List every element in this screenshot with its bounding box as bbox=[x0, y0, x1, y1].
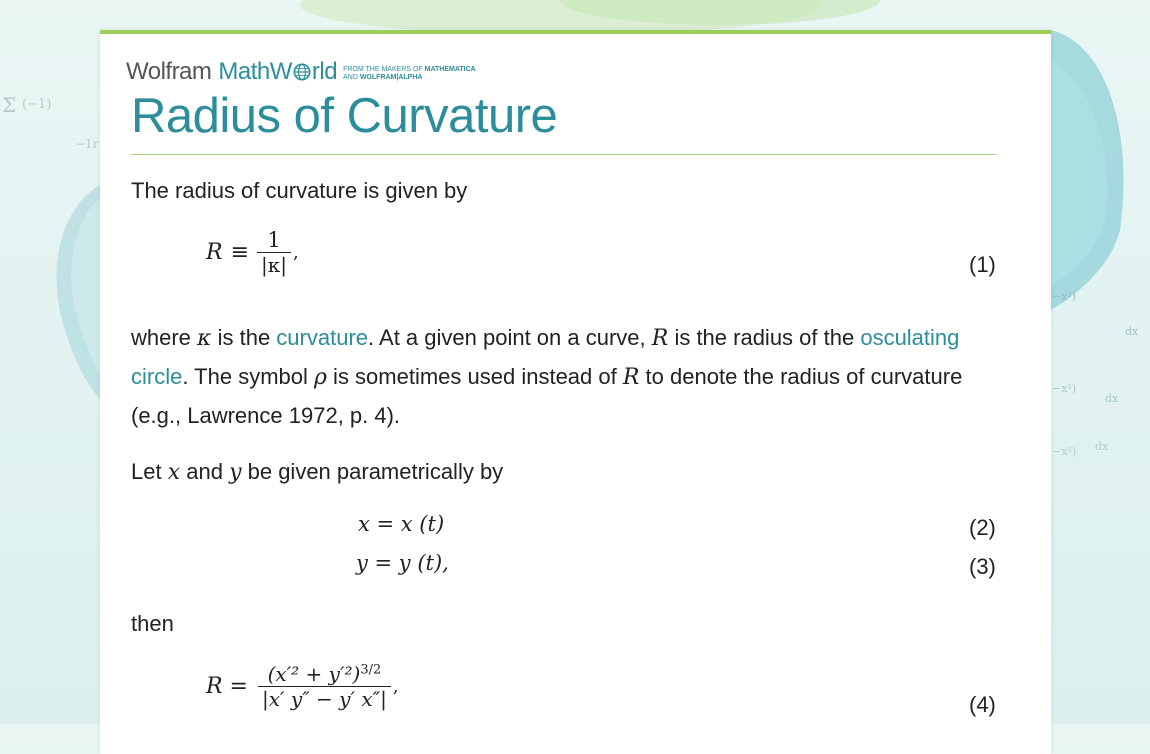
equation-1 bbox=[206, 228, 299, 277]
eq1-trailing-comma: , bbox=[293, 242, 299, 263]
svg-text:−1r: −1r bbox=[75, 137, 99, 151]
svg-text:−x²): −x²) bbox=[1052, 290, 1077, 303]
logo-tagline bbox=[343, 66, 476, 82]
equation-3: y = y (t), bbox=[356, 551, 449, 575]
eq4-exponent: 3/2 bbox=[360, 662, 382, 678]
equation-3-number: (3) bbox=[969, 554, 996, 579]
para2-text-3: . At a given point on a curve, bbox=[368, 325, 652, 350]
logo-mathworld-prefix: MathW bbox=[218, 58, 292, 85]
eq4-denominator: |x′ y″ − y′ x″| bbox=[262, 687, 387, 711]
tagline-line1-a: FROM THE MAKERS OF bbox=[343, 66, 425, 73]
tagline-line2-b: WOLFRAM|ALPHA bbox=[359, 74, 423, 81]
eq4-fraction bbox=[258, 662, 391, 711]
intro-paragraph: The radius of curvature is given by bbox=[131, 178, 468, 203]
globe-icon bbox=[293, 63, 311, 81]
para3-text-2: and bbox=[180, 459, 230, 484]
rho-symbol: ρ bbox=[314, 365, 327, 390]
equation-1-number: (1) bbox=[969, 252, 996, 277]
equation-4 bbox=[206, 662, 399, 711]
svg-text:dx: dx bbox=[1105, 392, 1119, 405]
eq1-numerator: 1 bbox=[267, 228, 281, 252]
then-paragraph: then bbox=[131, 611, 174, 636]
eq4-numerator bbox=[264, 662, 386, 686]
R-symbol: R bbox=[651, 326, 669, 351]
y-symbol: y bbox=[229, 460, 242, 485]
logo-wolfram-text: Wolfram bbox=[126, 58, 212, 85]
para2-text-2: is the bbox=[211, 325, 277, 350]
logo-mathworld-suffix: rld bbox=[311, 58, 338, 85]
svg-text:(−1): (−1) bbox=[22, 97, 52, 112]
para2-text-1: where bbox=[131, 325, 198, 350]
equation-4-number: (4) bbox=[969, 692, 996, 717]
eq4-numerator-base: (x′² + y′²) bbox=[267, 662, 361, 686]
tagline-line1-b: MATHEMATICA bbox=[424, 66, 476, 73]
para3-text-1: Let bbox=[131, 459, 168, 484]
para2-text-4: is the radius of the bbox=[668, 325, 861, 350]
svg-text:dx: dx bbox=[1125, 325, 1139, 338]
right-background-decoration bbox=[1050, 0, 1150, 724]
equation-2: x = x (t) bbox=[358, 512, 445, 536]
svg-text:Σ: Σ bbox=[2, 93, 17, 117]
x-symbol: x bbox=[167, 460, 181, 485]
tagline-line2-a: AND bbox=[343, 74, 360, 81]
page-title: Radius of Curvature bbox=[131, 89, 558, 143]
left-background-decoration bbox=[0, 0, 110, 724]
wolfram-mathworld-logo[interactable] bbox=[126, 58, 476, 86]
R-symbol-2: R bbox=[622, 365, 640, 390]
para2-text-5: . The symbol bbox=[182, 364, 314, 389]
equation-2-number: (2) bbox=[969, 515, 996, 540]
title-divider bbox=[131, 154, 996, 155]
eq4-trailing-comma: , bbox=[392, 676, 399, 697]
eq1-lhs: R bbox=[206, 240, 223, 265]
para2-text-6: is sometimes used instead of bbox=[326, 364, 623, 389]
eq1-denominator: |κ| bbox=[261, 253, 287, 277]
article-card bbox=[100, 30, 1051, 754]
parametric-paragraph bbox=[131, 453, 1001, 492]
eq1-fraction bbox=[257, 228, 291, 277]
svg-text:−x²): −x²) bbox=[1052, 382, 1077, 395]
svg-text:dx: dx bbox=[1095, 440, 1109, 453]
logo-mathworld-text bbox=[218, 58, 337, 86]
curvature-link[interactable]: curvature bbox=[276, 325, 369, 350]
eq4-lhs: R = bbox=[206, 674, 248, 699]
osculating-circle-link[interactable]: osculating circle bbox=[131, 325, 960, 389]
para3-text-3: be given parametrically by bbox=[241, 459, 504, 484]
definition-paragraph bbox=[131, 319, 1001, 435]
eq1-relation: ≡ bbox=[230, 240, 250, 265]
para2-text-7: to denote the radius of curvature (e.g., Lawrence 1972, p. 4). bbox=[131, 364, 963, 428]
svg-text:−x²): −x²) bbox=[1052, 445, 1077, 458]
kappa-symbol: κ bbox=[197, 326, 212, 351]
